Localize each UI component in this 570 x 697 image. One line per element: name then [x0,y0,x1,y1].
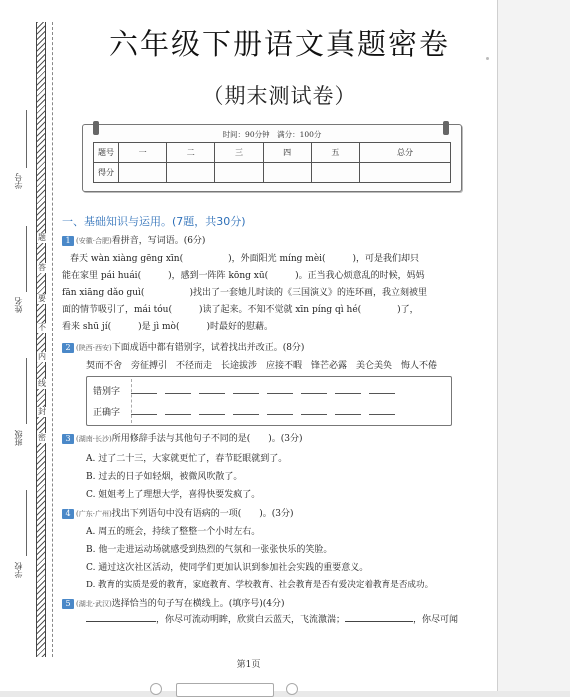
answer-blank[interactable] [345,612,413,622]
answer-blank[interactable] [301,405,327,415]
cut-line [52,22,53,657]
score-cell[interactable] [167,163,215,183]
next-page-icon[interactable] [286,683,298,695]
right-char-label: 正确字 [93,408,121,418]
answer-blank[interactable] [131,405,157,415]
answer-blank[interactable] [335,405,361,415]
option-b[interactable]: B. 过去的日子如轻烟，被微风吹散了。 [86,472,243,482]
question-1 [62,233,205,249]
table-header-cell: 二 [167,143,215,163]
question-number: 5 [62,599,74,609]
wrong-char-label: 错别字 [93,387,121,397]
score-table [93,142,451,183]
answer-blank[interactable] [199,384,225,394]
column-divider [131,379,132,423]
score-cell[interactable] [119,163,167,183]
table-header-cell: 一 [119,143,167,163]
exam-info: 时间：90分钟 满分：100分 [222,130,322,139]
option-d[interactable]: D. 教育的实质是爱的教育，家庭教育、学校教育、社会教育是否有爱决定着教育是否成功。 [86,580,434,590]
page-field[interactable] [176,683,274,697]
score-table-score-row [94,163,451,183]
question-5 [62,596,284,612]
question-number: 4 [62,509,74,519]
seal-char: 答 [38,263,46,272]
school-blank [26,490,27,556]
correction-box [86,376,452,426]
option-c[interactable]: C. 通过这次社区活动，使同学们更加认识到参加社会实践的重要意义。 [86,563,369,573]
answer-blank[interactable] [301,384,327,394]
score-cell[interactable] [311,163,359,183]
question-3 [62,431,302,447]
question-text-line: 面的情节吸引了，mái tóu( )读了起来。不知不觉就 xīn píng qì hé( )了， [62,305,419,315]
question-text-line: 看来 shū jí( )是 jì mò( )时最好的慰藉。 [62,322,273,332]
answer-blank[interactable] [131,384,157,394]
answer-blank[interactable] [165,405,191,415]
class-label: 班级 [14,430,23,446]
score-cell[interactable] [215,163,263,183]
page-number: 第1页 [236,660,261,670]
question-text-line: fān xiāng dǎo guì( )找出了一套她儿时读的《三国演义》的连环画，我立刻被里 [62,288,427,298]
question-source: (湖北·武汉) [76,600,112,608]
page-subtitle: （期末测试卷） [202,84,357,108]
answer-blank[interactable] [369,405,395,415]
answer-blank[interactable] [233,405,259,415]
option-c[interactable]: C. 姐姐考上了理想大学，喜得快要发疯了。 [86,490,261,500]
question-source: (湖南·长沙) [76,435,112,443]
fill-blank-line [86,612,458,625]
fill-text: ，你尽可闻 [413,615,459,625]
seal-char: 内 [38,352,46,361]
score-row-label: 得分 [94,163,119,183]
question-prompt: 下面成语中都有错别字，试着找出并改正。(8分) [111,343,305,353]
option-b[interactable]: B. 他一走进运动场就感受到热烈的气氛和一张张快乐的笑脸。 [86,545,333,555]
question-prompt: 看拼音，写词语。(6分) [111,236,206,246]
option-a[interactable]: A. 周五的班会，持续了整整一个小时左右。 [86,527,261,537]
table-header-cell: 三 [215,143,263,163]
school-label: 学校 [14,562,23,578]
student-id-label: 学号 [14,173,23,189]
wrong-char-row [93,384,395,397]
right-char-row [93,405,395,418]
question-4 [62,506,293,522]
name-label: 姓名 [14,297,23,313]
table-header-cell: 五 [311,143,359,163]
section-heading: 一、基础知识与运用。(7题，共30分) [62,215,246,228]
score-board [82,124,462,192]
prev-page-icon[interactable] [150,683,162,695]
question-source: (陕西·西安) [76,344,112,352]
question-prompt: 选择恰当的句子写在横线上。(填序号)(4分) [111,599,285,609]
answer-blank[interactable] [335,384,361,394]
table-header-cell: 题号 [94,143,119,163]
class-blank [26,358,27,424]
question-number: 3 [62,434,74,444]
seal-char: 线 [38,379,46,388]
seal-char: 封 [38,407,46,416]
question-source: (安徽·合肥) [76,237,112,245]
page-title: 六年级下册语文真题密卷 [108,27,450,61]
question-text-line: 春天 wàn xiàng gēng xīn( )，外面阳光 míng mèi( )，可是我们却只 [70,254,420,264]
score-table-header-row [94,143,451,163]
binding-stripe [36,22,46,657]
answer-blank[interactable] [233,384,259,394]
seal-char: 要 [38,294,46,303]
question-prompt: 找出下列语句中没有语病的一项( )。(3分) [111,509,294,519]
question-source: (广东·广州) [76,510,112,518]
answer-blank[interactable] [267,384,293,394]
question-2 [62,340,304,356]
seal-char: 不 [38,323,46,332]
score-cell[interactable] [359,163,450,183]
question-prompt: 所用修辞手法与其他句子不同的是( )。(3分) [111,434,303,444]
answer-blank[interactable] [86,612,156,622]
question-text-line: 能在家里 pái huái( )，感到一阵阵 kōng xū( )。正当我心烦意乱的时候，妈妈 [62,271,425,281]
table-header-cell: 总分 [359,143,450,163]
option-a[interactable]: A. 过了二十三，大家就更忙了，春节眨眼就到了。 [86,454,288,464]
question-number: 1 [62,236,74,246]
page-toolbar [150,683,370,693]
answer-blank[interactable] [267,405,293,415]
score-cell[interactable] [263,163,311,183]
fill-text: ，你尽可流动明眸，欣赏白云蓝天，飞流激湍； [156,615,346,625]
binding-margin [0,0,62,691]
table-header-cell: 四 [263,143,311,163]
student-id-blank [26,110,27,168]
viewer-gutter [498,0,570,691]
dot-icon [486,57,489,60]
seal-char: 密 [38,433,46,442]
answer-blank[interactable] [369,384,395,394]
question-number: 2 [62,343,74,353]
idiom-list: 契而不舍 旁征搏引 不径而走 长途拔涉 应接不暇 锋芒必露 美仑美奂 悔人不倦 [86,361,438,371]
seal-char: 题 [38,233,46,242]
answer-blank[interactable] [199,405,225,415]
answer-blank[interactable] [165,384,191,394]
name-blank [26,226,27,292]
